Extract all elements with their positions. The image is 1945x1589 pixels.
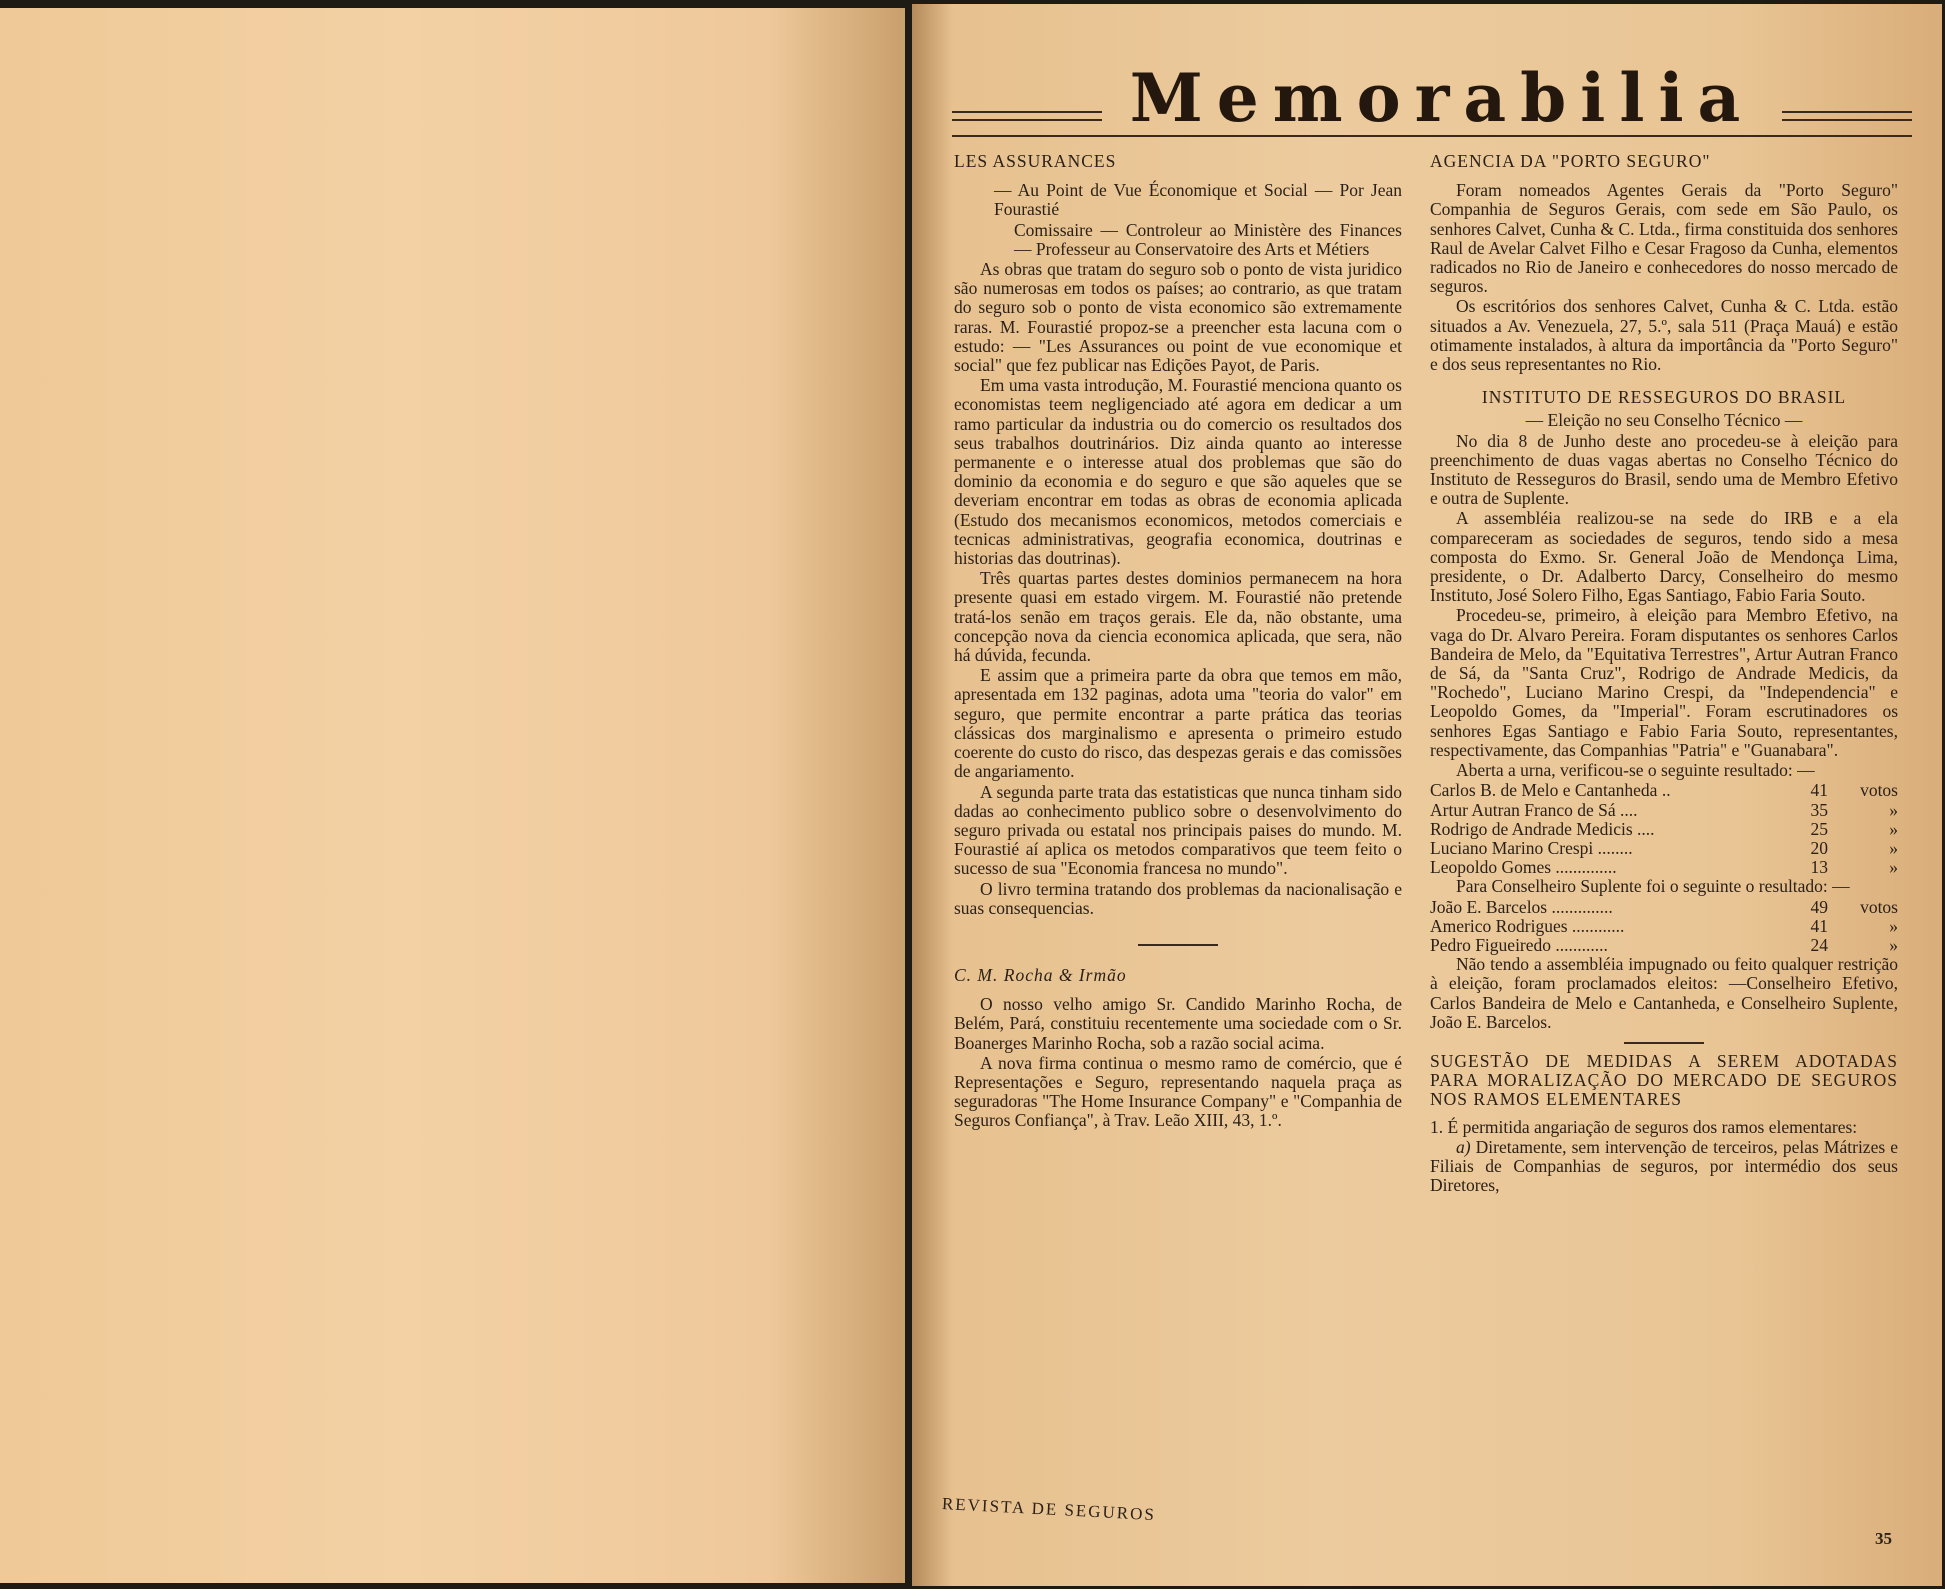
- paragraph: E assim que a primeira parte da obra que temos em mão, apresentada em 132 paginas, adota uma "teoria do valor" em seguro, que permite encontrar a parte prática das teorias clássicas dos marginalismo e apresenta o primeiro estudo coerente do custo do risco, das despezas gerais e das comissões de angariamento.: [954, 665, 1402, 782]
- vote-row: João E. Barcelos .............. 49 votos: [1430, 896, 1898, 917]
- paragraph: A nova firma continua o mesmo ramo de comércio, que é Representações e Seguro, representando naquela praça as seguradoras "The Home Insurance Company" e "Companhia de Seguros Confiança", à Trav. Leão XIII, 43, 1.º.: [954, 1052, 1402, 1131]
- masthead-underline: [952, 135, 1912, 137]
- section-divider: [1138, 944, 1218, 946]
- votes-table-efetivo: [1430, 781, 1898, 877]
- section-heading-sugestao: SUGESTÃO DE MEDIDAS A SEREM ADOTADAS PARA MORALIZAÇÃO DO MERCADO DE SEGUROS NOS RAMOS ELEMENTARES: [1430, 1050, 1898, 1110]
- section-subtitle: — Eleição no seu Conselho Técnico —: [1525, 410, 1803, 431]
- paragraph: As obras que tratam do seguro sob o ponto de vista juridico são numerosas em todos os países; ao contrario, as que tratam do seguro sob o ponto de vista economico são extremamente raras. M. Fourastié propoz-se a preencher esta lacuna com o estudo: — "Les Assurances ou point de vue economique et social" que fez publicar nas Edições Payot, de Paris.: [954, 259, 1402, 376]
- list-item-text: Diretamente, sem intervenção de terceiros, pelas Mátrizes e Filiais de Companhias de seguros, por intermédio dos seus Diretores,: [1430, 1136, 1898, 1196]
- paragraph: Para Conselheiro Suplente foi o seguinte o resultado: —: [1456, 876, 1850, 897]
- masthead-rule-left: [952, 111, 1102, 121]
- vote-row: Pedro Figueiredo ............ 24 »: [1430, 934, 1898, 955]
- vote-row: Rodrigo de Andrade Medicis .... 25 »: [1430, 818, 1898, 839]
- section-heading-les-assurances: LES ASSURANCES: [954, 151, 1117, 171]
- list-item: 1. É permitida angariação de seguros dos ramos elementares:: [1430, 1116, 1858, 1137]
- paragraph: O livro termina tratando dos problemas da nacionalisação e suas consequencias.: [954, 878, 1402, 918]
- paragraph: Foram nomeados Agentes Gerais da "Porto Seguro" Companhia de Seguros Gerais, com sede em São Paulo, os senhores Calvet, Cunha & C. Ltda., firma constituida dos senhores Raul de Avelar Calvet Filho e Cesar Fragoso da Cunha, elementos radicados no Rio de Janeiro e conhecedores do nosso mercado de seguros.: [1430, 180, 1898, 297]
- vote-row: Americo Rodrigues ............ 41 »: [1430, 915, 1898, 936]
- author-credentials: Comissaire — Controleur ao Ministère des Finances — Professeur au Conservatoire des Arts et Métiers: [1014, 219, 1402, 259]
- list-item-label: a): [1456, 1136, 1471, 1157]
- paragraph: Os escritórios dos senhores Calvet, Cunha & C. Ltda. estão situados a Av. Venezuela, 27, 5.º, sala 511 (Praça Mauá) e estão otimamente instalados, à altura da importância da "Porto Seguro" e dos seus representantes no Rio.: [1430, 296, 1898, 375]
- masthead-rule-right: [1782, 111, 1912, 121]
- section-heading-irb: INSTITUTO DE RESSEGUROS DO BRASIL: [1481, 387, 1847, 408]
- left-blank-page: [0, 8, 905, 1583]
- paragraph: A segunda parte trata das estatisticas que nunca tinham sido dadas ao conhecimento publico sobre o desenvolvimento do seguro privada ou estatal nos principais paises do mundo. M. Fourastié aí aplica os metodos comparativos que teem feito o sucesso de sua "Economia francesa no mundo".: [954, 781, 1402, 879]
- votes-table-suplente: [1430, 898, 1898, 956]
- left-text-column: [954, 152, 1402, 1132]
- vote-row: Luciano Marino Crespi ........ 20 »: [1430, 837, 1898, 858]
- section-heading-porto-seguro: AGENCIA DA "PORTO SEGURO": [1430, 151, 1711, 171]
- section-divider: [1624, 1042, 1704, 1044]
- vote-row: Leopoldo Gomes .............. 13 »: [1430, 857, 1898, 878]
- paragraph: Procedeu-se, primeiro, à eleição para Membro Efetivo, na vaga do Dr. Alvaro Pereira. Foram disputantes os senhores Carlos Bandeira de Melo, da "Equitativa Terrestres", Artur Autran Franco de Sá, da "Santa Cruz", Rodrigo de Andrade Medicis, da "Rochedo", Luciano Marino Crespi, da "Independencia" e Leopoldo Gomes, da "Imperial". Foram escrutinadores os senhores Egas Santiago e Fabio Faria Souto, representantes, respectivamente, das Companhias "Patria" e "Guanabara".: [1430, 605, 1898, 760]
- page-title: Memorabilia: [1129, 59, 1755, 137]
- masthead: [952, 59, 1912, 139]
- paragraph: O nosso velho amigo Sr. Candido Marinho Rocha, de Belém, Pará, constituiu recentemente uma sociedade com o Sr. Boanerges Marinho Rocha, sob a razão social acima.: [954, 994, 1402, 1053]
- paragraph: Três quartas partes destes dominios permanecem na hora presente quasi em estado virgem. M. Fourastié não pretende tratá-los senão em traços gerais. Ele da, não obstante, uma concepção nova da ciencia economica aplicada, que sera, não há dúvida, fecunda.: [954, 568, 1402, 666]
- vote-row: Carlos B. de Melo e Cantanheda .. 41 votos: [1430, 780, 1898, 801]
- magazine-name: REVISTA DE SEGUROS: [941, 1494, 1157, 1525]
- right-page: [912, 4, 1942, 1586]
- book-subtitle: — Au Point de Vue Économique et Social — Por Jean Fourastié: [994, 180, 1402, 220]
- list-item: [1430, 1138, 1898, 1196]
- paragraph: A assembléia realizou-se na sede do IRB e a ela compareceram as sociedades de seguros, tendo sido a mesa composta do Exmo. Sr. General João de Mendonça Lima, presidente, o Dr. Adalberto Darcy, Conselheiro do mesmo Instituto, José Solero Filho, Egas Santiago, Fabio Faria Souto.: [1430, 508, 1898, 606]
- vote-row: Artur Autran Franco de Sá .... 35 »: [1430, 799, 1898, 820]
- page-number: 35: [1875, 1529, 1892, 1548]
- paragraph: Em uma vasta introdução, M. Fourastié menciona quanto os economistas teem negligenciado até agora em dedicar a um ramo particular da industria ou do comercio os resultados dos seus trabalhos doutrinários. Diz ainda quanto ao interesse permanente e o interesse atual dos problemas que são do dominio da economia e do seguro e que são aqueles que se deveriam encontrar em todas as obras de economia aplicada (Estudo dos mecanismos economicos, metodos comerciais e tecnicas administrativas, geografia economica, doutrinas e historias das doutrinas).: [954, 375, 1402, 569]
- section-heading-rocha: C. M. Rocha & Irmão: [954, 964, 1127, 985]
- paragraph: Aberta a urna, verificou-se o seguinte resultado: —: [1456, 760, 1815, 781]
- right-text-column: [1430, 152, 1898, 1196]
- paragraph: No dia 8 de Junho deste ano procedeu-se à eleição para preenchimento de duas vagas abertas no Conselho Técnico do Instituto de Resseguros do Brasil, sendo uma de Membro Efetivo e outra de Suplente.: [1430, 430, 1898, 509]
- paragraph: Não tendo a assembléia impugnado ou feito qualquer restrição à eleição, foram proclamados eleitos: —Conselheiro Efetivo, Carlos Bandeira de Melo e Cantanheda, e Conselheiro Suplente, João E. Barcelos.: [1430, 954, 1898, 1032]
